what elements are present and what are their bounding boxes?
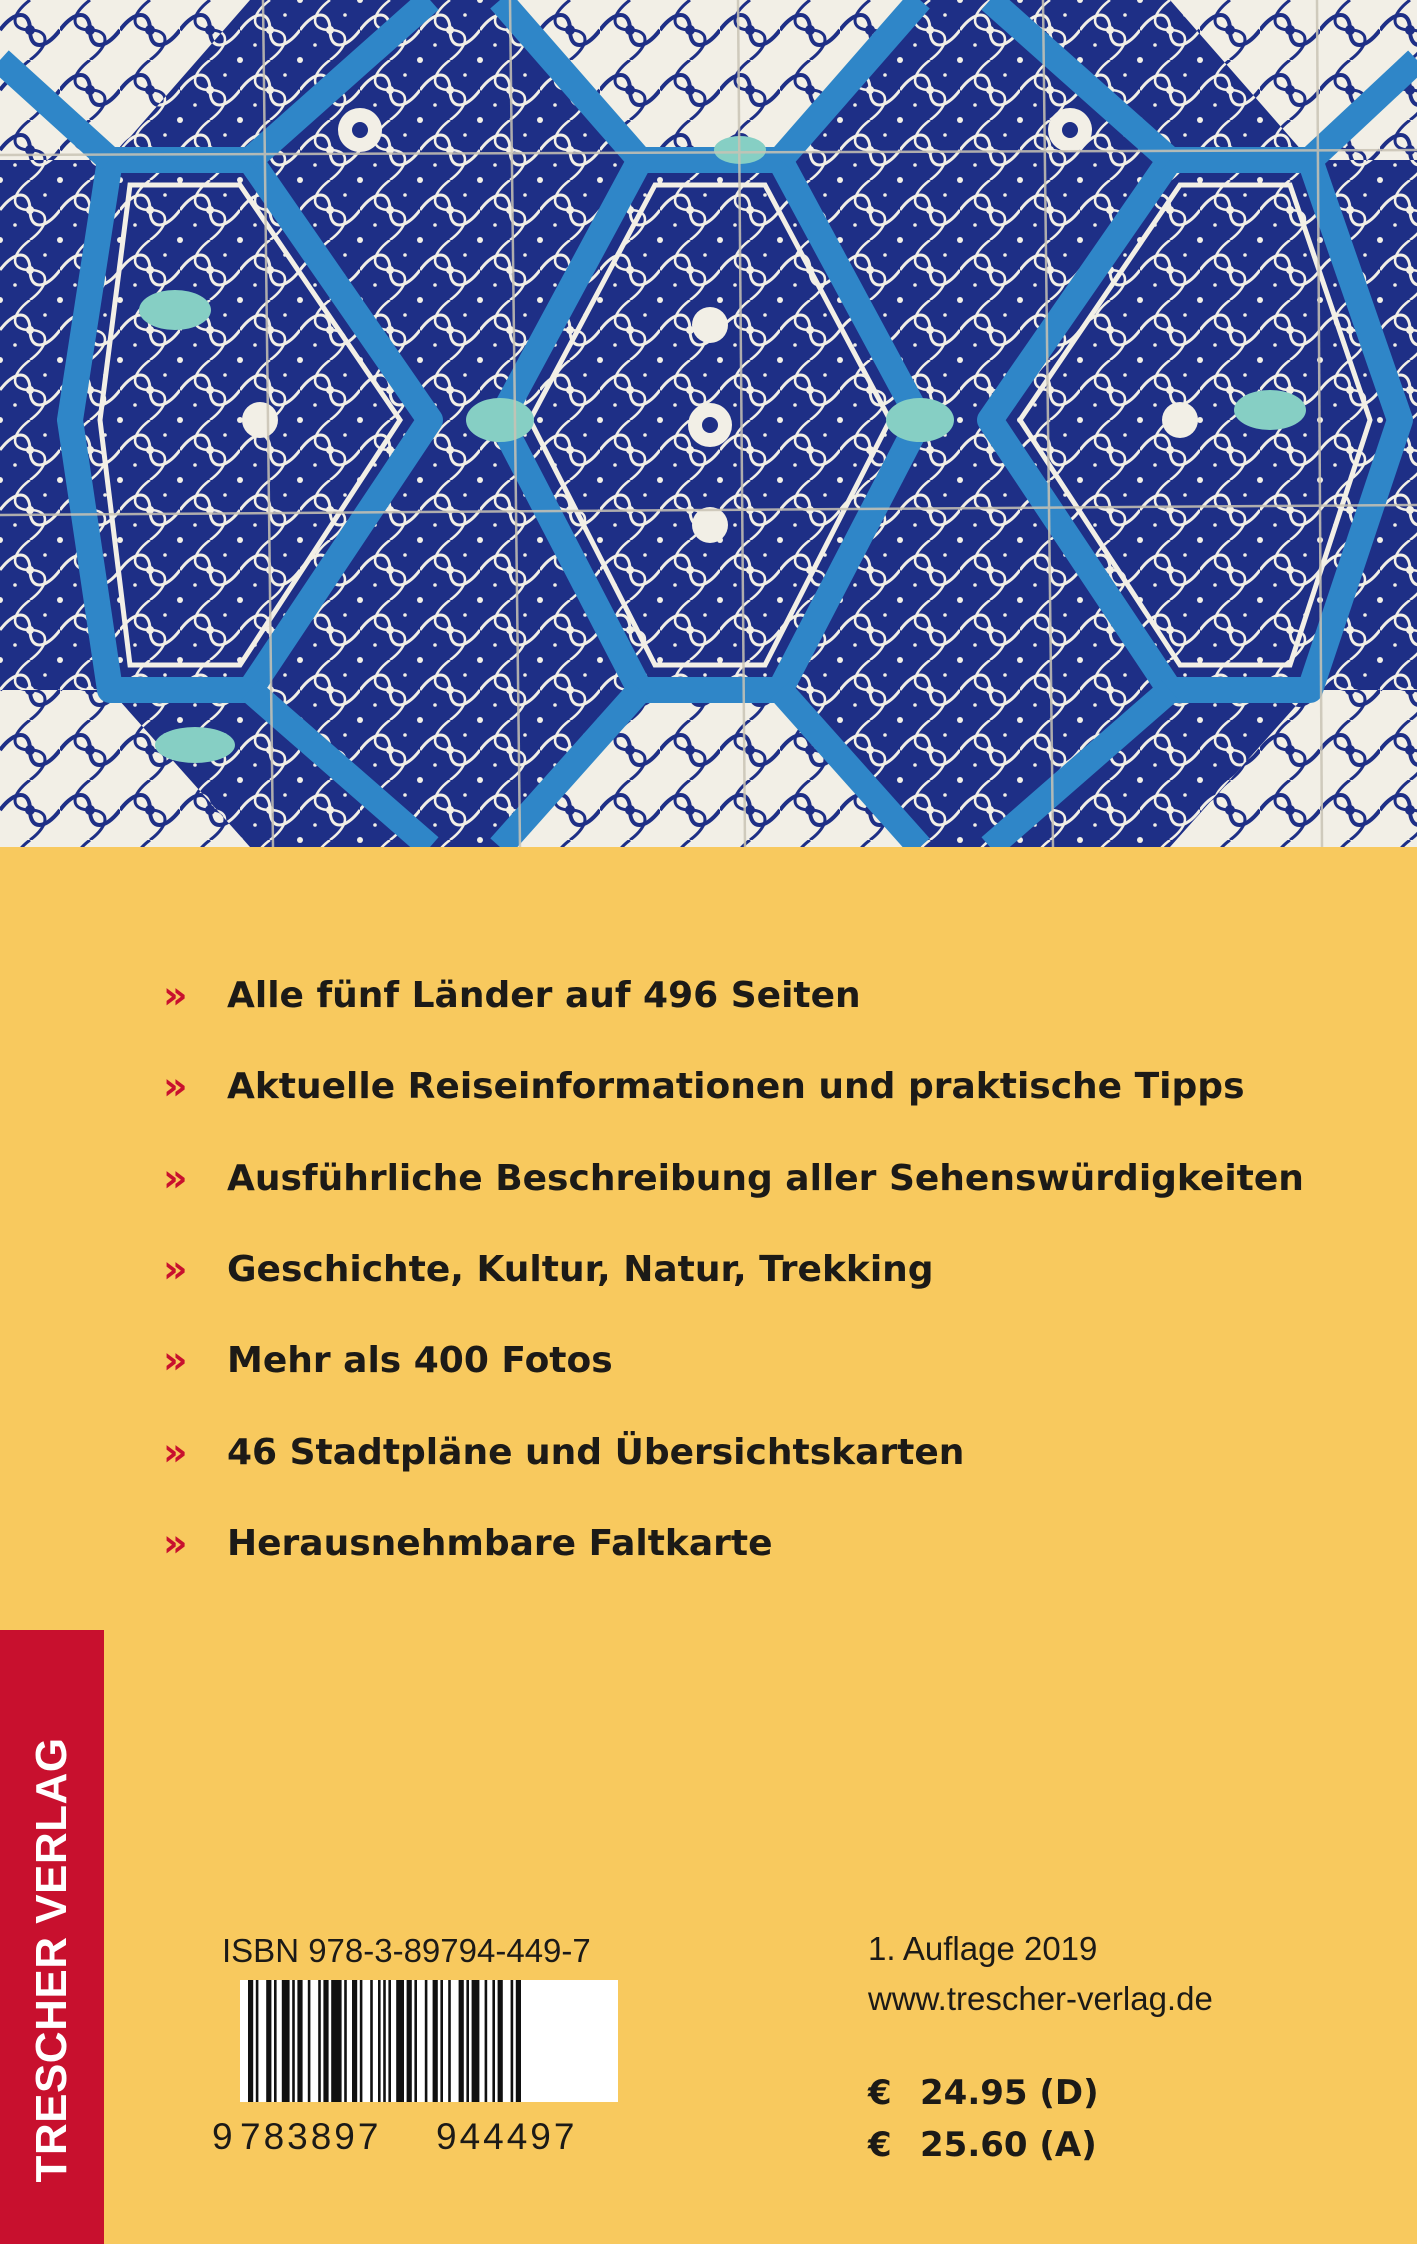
- price-amount: 24.95: [920, 2073, 1028, 2113]
- edition-label: 1. Auflage 2019: [868, 1930, 1098, 1967]
- barcode-bar: [266, 1980, 271, 2102]
- list-item-text: Mehr als 400 Fotos: [227, 1339, 613, 1381]
- list-item: [163, 1518, 773, 1568]
- price-austria: [868, 2122, 1097, 2168]
- barcode-bar: [448, 1980, 451, 2102]
- list-item-text: Ausführliche Beschreibung aller Sehenswürdigkeiten: [227, 1157, 1304, 1199]
- barcode-bar: [378, 1980, 381, 2102]
- barcode-bar: [498, 1980, 503, 2102]
- barcode-bar: [472, 1980, 480, 2102]
- barcode-bar: [292, 1980, 295, 2102]
- barcode-left-digits: 783897: [240, 2116, 382, 2157]
- list-item-text: Geschichte, Kultur, Natur, Trekking: [227, 1248, 934, 1290]
- list-item: [163, 1335, 613, 1385]
- price-region: (A): [1039, 2125, 1097, 2165]
- barcode-bar: [318, 1980, 321, 2102]
- barcode-bar: [274, 1980, 277, 2102]
- barcode-bar: [308, 1980, 311, 2102]
- price-germany: [868, 2070, 1099, 2116]
- list-item-text: Herausnehmbare Faltkarte: [227, 1522, 773, 1564]
- barcode-bar: [407, 1980, 412, 2102]
- list-item-text: Alle fünf Länder auf 496 Seiten: [227, 974, 861, 1016]
- barcode-bar: [360, 1980, 363, 2102]
- list-item: [163, 1153, 1304, 1203]
- barcode-bar: [516, 1980, 521, 2102]
- barcode-bar: [344, 1980, 347, 2102]
- double-chevron-right-icon: »: [163, 1156, 185, 1200]
- list-item-text: Aktuelle Reiseinformationen und praktische Tipps: [227, 1065, 1245, 1107]
- barcode-first-digit: 9: [212, 2116, 233, 2157]
- barcode-bar: [425, 1980, 428, 2102]
- barcode-bar: [414, 1980, 417, 2102]
- barcode-bar: [256, 1980, 259, 2102]
- barcode-bar: [331, 1980, 341, 2102]
- barcode-bar: [492, 1980, 495, 2102]
- ornamental-tile-photo: [0, 0, 1417, 847]
- double-chevron-right-icon: »: [163, 973, 185, 1017]
- isbn-label: ISBN 978-3-89794-449-7: [222, 1932, 591, 1969]
- barcode-bar: [383, 1980, 386, 2102]
- list-item-text: 46 Stadtpläne und Übersichtskarten: [227, 1431, 965, 1473]
- barcode-bar: [459, 1980, 464, 2102]
- barcode-bar: [433, 1980, 438, 2102]
- website-link[interactable]: www.trescher-verlag.de: [868, 1980, 1213, 2017]
- list-item: [163, 1061, 1245, 1111]
- barcode-bar: [282, 1980, 290, 2102]
- barcode-bar: [511, 1980, 514, 2102]
- barcode-bar: [440, 1980, 443, 2102]
- barcode-bar: [297, 1980, 302, 2102]
- currency-symbol: €: [868, 2125, 892, 2165]
- list-item: [163, 1244, 934, 1294]
- list-item: [163, 970, 861, 1020]
- currency-symbol: €: [868, 2073, 892, 2113]
- barcode-bar: [352, 1980, 357, 2102]
- barcode: [240, 1980, 618, 2102]
- barcode-bar: [323, 1980, 328, 2102]
- list-item: [163, 1427, 964, 1477]
- double-chevron-right-icon: »: [163, 1064, 185, 1108]
- barcode-bar: [466, 1980, 469, 2102]
- barcode-digits: [212, 2116, 577, 2158]
- barcode-bar: [485, 1980, 488, 2102]
- double-chevron-right-icon: »: [163, 1521, 185, 1565]
- publisher-name: TRESCHER VERLAG: [27, 1737, 76, 2183]
- barcode-right-digits: 944497: [436, 2116, 578, 2157]
- double-chevron-right-icon: »: [163, 1338, 185, 1382]
- double-chevron-right-icon: »: [163, 1430, 185, 1474]
- double-chevron-right-icon: »: [163, 1247, 185, 1291]
- barcode-bar: [396, 1980, 404, 2102]
- barcode-bar: [248, 1980, 253, 2102]
- price-region: (D): [1039, 2073, 1099, 2113]
- barcode-bar: [370, 1980, 373, 2102]
- price-amount: 25.60: [920, 2125, 1028, 2165]
- barcode-bar: [388, 1980, 391, 2102]
